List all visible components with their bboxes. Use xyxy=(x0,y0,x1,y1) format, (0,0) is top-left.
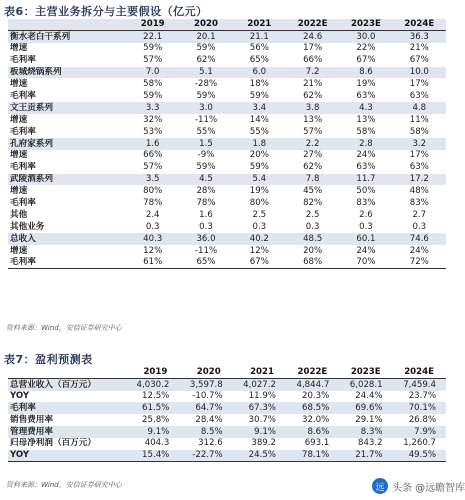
table-cell: 8.3% xyxy=(339,426,392,438)
table-row xyxy=(8,126,446,138)
row-label: 增速 xyxy=(10,114,28,125)
table-cell: 59% xyxy=(196,43,216,54)
table-row xyxy=(8,426,446,438)
table-cell: 3.8 xyxy=(286,102,339,114)
table-cell: -11% xyxy=(194,245,218,256)
table-row xyxy=(8,221,446,233)
table-cell: 69.6% xyxy=(339,402,392,414)
table-cell: 6,028.1 xyxy=(339,379,392,391)
table-cell: 29.1% xyxy=(355,414,383,425)
table-cell: 25.8% xyxy=(142,414,170,425)
table-row xyxy=(8,209,446,221)
table-cell: 67% xyxy=(356,55,376,66)
table-cell: 59% xyxy=(196,90,216,101)
row-label: 毛利率 xyxy=(8,402,126,414)
table-cell: 23.7% xyxy=(408,391,436,402)
table-cell: 24% xyxy=(356,150,376,161)
table-cell: 60.1 xyxy=(339,233,392,245)
table-cell: 30.0 xyxy=(339,31,392,43)
table-cell: 9.1% xyxy=(126,426,179,438)
table-cell: 57% xyxy=(143,55,163,66)
table-row xyxy=(8,257,446,269)
table-cell: 4,844.7 xyxy=(286,379,339,391)
table-cell: 1.6 xyxy=(199,209,213,220)
row-label: 毛利率 xyxy=(10,90,36,101)
table-cell: 0.3 xyxy=(359,221,373,232)
table-cell: 843.2 xyxy=(358,438,383,449)
header-corner xyxy=(8,19,126,31)
table-cell: 8.6 xyxy=(339,67,392,79)
table-row xyxy=(8,414,446,426)
watermark xyxy=(372,476,465,496)
table-cell: 12.5% xyxy=(142,391,170,402)
column-header: 2022E xyxy=(286,367,339,379)
table-cell: 7.9% xyxy=(393,426,446,438)
table-cell: 404.3 xyxy=(144,438,170,449)
table-cell: 49.5% xyxy=(393,450,446,462)
table-row xyxy=(8,402,446,414)
profit-forecast-table xyxy=(8,367,446,462)
table-cell: 62% xyxy=(303,162,323,173)
row-label: YOY xyxy=(10,391,30,402)
column-header: 2019 xyxy=(126,19,179,31)
column-header: 2024E xyxy=(393,19,446,31)
table-cell: -9% xyxy=(197,150,215,161)
table-cell: 83% xyxy=(409,198,429,208)
table-cell: 68.5% xyxy=(286,402,339,414)
table-row xyxy=(8,90,446,102)
table-cell: 30.7% xyxy=(248,414,276,425)
row-label: 管理费用率 xyxy=(8,426,126,438)
table2-source-note: 资料来源：Wind，安信证券研究中心 xyxy=(6,481,122,489)
table-cell: 3.0 xyxy=(179,102,232,114)
table-row xyxy=(8,67,446,79)
table-cell: 5.4 xyxy=(233,174,286,186)
table-cell: 63% xyxy=(356,90,376,101)
table-cell: 78.1% xyxy=(286,450,339,462)
table-cell: 4,030.2 xyxy=(126,379,179,391)
table-cell: 11.9% xyxy=(248,391,276,402)
column-header: 2020 xyxy=(179,19,232,31)
table-cell: 22% xyxy=(356,43,376,54)
table-cell: 17% xyxy=(409,79,429,90)
table-row xyxy=(8,114,446,126)
table-cell: 40.2 xyxy=(233,233,286,245)
column-header: 2023E xyxy=(339,367,392,379)
table2-title: 表7：盈利预测表 xyxy=(4,353,93,366)
table-cell: 27% xyxy=(303,150,323,161)
table-cell: 11.7 xyxy=(339,174,392,186)
table-cell: 20.1 xyxy=(179,31,232,43)
table-cell: 1.6 xyxy=(126,138,179,150)
table-row xyxy=(8,438,446,450)
table-cell: 82% xyxy=(303,198,323,208)
table-cell: 20.3% xyxy=(301,391,330,402)
table-cell: 78% xyxy=(143,198,163,208)
table-cell: 80% xyxy=(249,198,269,208)
table-cell: 62% xyxy=(196,55,216,66)
table-cell: 3.5 xyxy=(126,174,179,186)
table-row xyxy=(8,233,446,245)
table-cell: 67.3% xyxy=(233,402,286,414)
table-cell: 63% xyxy=(409,162,429,173)
table-cell: 1.8 xyxy=(233,138,286,150)
table-cell: 2.5 xyxy=(305,209,320,220)
table-cell: 32% xyxy=(143,114,163,125)
table-cell: 68% xyxy=(286,257,339,269)
table-cell: 7.2 xyxy=(286,67,339,79)
table-cell: 32.0% xyxy=(301,414,330,425)
table-row xyxy=(8,391,446,403)
column-header: 2019 xyxy=(126,367,179,379)
table-cell: 3.3 xyxy=(126,102,179,114)
table-cell: 80% xyxy=(143,186,163,197)
table-cell: 3.4 xyxy=(233,102,286,114)
table-cell: 59% xyxy=(143,43,163,54)
table-cell: 10.0 xyxy=(393,67,446,79)
table-cell: 0.3 xyxy=(199,221,213,232)
table-row xyxy=(8,450,446,462)
column-header: 2020 xyxy=(179,367,232,379)
table-cell: 2.5 xyxy=(252,209,267,220)
table-cell: 21% xyxy=(409,43,429,54)
table-cell: 21.1 xyxy=(233,31,286,43)
table-cell: 24.6 xyxy=(286,31,339,43)
table-cell: 72% xyxy=(393,257,446,269)
table-cell: 0.3 xyxy=(412,221,427,232)
table-cell: 12% xyxy=(143,245,163,256)
table-cell: 63% xyxy=(409,90,429,101)
table-cell: 13% xyxy=(356,114,376,125)
table-cell: 61% xyxy=(126,257,179,269)
table-row xyxy=(8,31,446,43)
table-cell: 24.4% xyxy=(355,391,383,402)
table-cell: -22.7% xyxy=(179,450,232,462)
table-cell: 4.3 xyxy=(339,102,392,114)
table-row xyxy=(8,43,446,55)
table1-title: 表6：主营业务拆分与主要假设（亿元） xyxy=(4,5,208,18)
table-cell: 17% xyxy=(303,43,323,54)
table-cell: 63% xyxy=(356,162,376,173)
table-cell: 64.7% xyxy=(179,402,232,414)
table-cell: 24.5% xyxy=(233,450,286,462)
column-header: 2021 xyxy=(233,19,286,31)
table-cell: 0.3 xyxy=(305,221,320,232)
table-cell: 28.4% xyxy=(195,414,223,425)
row-label: 增速 xyxy=(10,245,28,256)
table-cell: 62% xyxy=(303,90,323,101)
row-label: 毛利率 xyxy=(10,198,36,208)
table-cell: 65% xyxy=(179,257,232,269)
table-cell: 55% xyxy=(249,126,269,137)
row-label: 毛利率 xyxy=(10,126,36,137)
table-cell: 66% xyxy=(143,150,163,161)
watermark-logo-icon: 远 xyxy=(372,478,388,494)
table-cell: 13% xyxy=(303,114,323,125)
table-cell: 6.0 xyxy=(233,67,286,79)
table-cell: -28% xyxy=(194,79,218,90)
table-cell: 58% xyxy=(409,126,429,137)
table-cell: 50% xyxy=(356,186,376,197)
table-row xyxy=(8,102,446,114)
table-cell: 58% xyxy=(143,79,163,90)
watermark-text: 头条 @远瞻智库 xyxy=(392,482,465,494)
table-row xyxy=(8,245,446,257)
table-cell: -11% xyxy=(194,114,218,125)
table-cell: 19% xyxy=(249,186,269,197)
row-label: 板城烧锅系列 xyxy=(8,67,126,79)
row-label: 其他业务 xyxy=(10,221,45,232)
column-header: 2023E xyxy=(339,19,392,31)
table-cell: 4.5 xyxy=(179,174,232,186)
column-header: 2021 xyxy=(233,367,286,379)
table-row xyxy=(8,185,446,197)
table-cell: 2.4 xyxy=(145,209,160,220)
table-cell: 15.4% xyxy=(126,450,179,462)
table-cell: 4,027.2 xyxy=(233,379,286,391)
row-label: 增速 xyxy=(10,186,28,197)
table-cell: 7,459.4 xyxy=(393,379,446,391)
table-cell: 48% xyxy=(409,186,429,197)
table-cell: 70% xyxy=(339,257,392,269)
table-cell: 9.1% xyxy=(233,426,286,438)
table-cell: 3,597.8 xyxy=(179,379,232,391)
table-cell: 70.1% xyxy=(393,402,446,414)
table-cell: 5.1 xyxy=(179,67,232,79)
table-cell: 8.6% xyxy=(286,426,339,438)
row-label: 增速 xyxy=(10,79,28,90)
table-row xyxy=(8,78,446,90)
table-cell: 83% xyxy=(356,198,376,208)
table-cell: 61.5% xyxy=(126,402,179,414)
table-cell: 59% xyxy=(249,162,269,173)
row-label: 毛利率 xyxy=(10,55,36,66)
table-cell: 1.5 xyxy=(179,138,232,150)
table-cell: 59% xyxy=(196,162,216,173)
table-cell: 40.3 xyxy=(126,233,179,245)
table-row xyxy=(8,162,446,174)
header-row xyxy=(8,19,446,31)
row-label: 毛利率 xyxy=(8,257,126,269)
table-cell: 17% xyxy=(409,150,429,161)
table-cell: 12% xyxy=(249,245,269,256)
table-cell: 26.8% xyxy=(408,414,436,425)
table-row xyxy=(8,197,446,209)
table-cell: 45% xyxy=(303,186,323,197)
table-cell: 2.7 xyxy=(412,209,427,220)
table-cell: 2.2 xyxy=(286,138,339,150)
table-cell: 11% xyxy=(409,114,429,125)
table-cell: 74.6 xyxy=(393,233,446,245)
row-label: 增速 xyxy=(10,150,28,161)
table-cell: 19% xyxy=(356,79,376,90)
table-cell: 1,260.7 xyxy=(403,438,436,449)
table-cell: 7.0 xyxy=(126,67,179,79)
row-label: 增速 xyxy=(10,43,28,54)
table-cell: 78% xyxy=(196,198,216,208)
table-cell: 0.3 xyxy=(145,221,160,232)
table1-source-note: 资料来源：Wind，安信证券研究中心 xyxy=(6,324,122,332)
row-label: 总收入 xyxy=(8,233,126,245)
table-cell: 693.1 xyxy=(304,438,330,449)
table-cell: 389.2 xyxy=(251,438,276,449)
table-cell: 59% xyxy=(249,90,269,101)
table-cell: 65% xyxy=(249,55,269,66)
table-cell: 24% xyxy=(356,245,376,256)
table-cell: 20% xyxy=(303,245,323,256)
table-row xyxy=(8,150,446,162)
table-cell: 312.6 xyxy=(198,438,223,449)
table-cell: 14% xyxy=(249,114,269,125)
header-corner xyxy=(8,367,126,379)
table-cell: 53% xyxy=(143,126,163,137)
header-row xyxy=(8,367,446,379)
table-row xyxy=(8,55,446,67)
table-cell: 21.7% xyxy=(339,450,392,462)
table-cell: 36.0 xyxy=(179,233,232,245)
table-cell: 55% xyxy=(196,126,216,137)
table-cell: 24% xyxy=(409,245,429,256)
table-cell: 48.5 xyxy=(286,233,339,245)
table-cell: 57% xyxy=(143,162,163,173)
column-header: 2024E xyxy=(393,367,446,379)
table-cell: 3.2 xyxy=(393,138,446,150)
row-label: 衡水老白干系列 xyxy=(8,31,126,43)
table-cell: -10.7% xyxy=(192,391,223,402)
table-cell: 57% xyxy=(303,126,323,137)
table-cell: 8.5% xyxy=(179,426,232,438)
row-label: 武陵酒系列 xyxy=(8,174,126,186)
column-header: 2022E xyxy=(286,19,339,31)
table-cell: 67% xyxy=(233,257,286,269)
table-cell: 66% xyxy=(303,55,323,66)
table-cell: 58% xyxy=(356,126,376,137)
row-label: 销售费用率 xyxy=(10,414,53,425)
table-cell: 56% xyxy=(249,43,269,54)
row-label: 其他 xyxy=(10,209,28,220)
table-cell: 17.2 xyxy=(393,174,446,186)
table-cell: 28% xyxy=(196,186,216,197)
row-label: 孔府家系列 xyxy=(8,138,126,150)
table-cell: 67% xyxy=(409,55,429,66)
table-cell: 20% xyxy=(249,150,269,161)
row-label: 文王贡系列 xyxy=(8,102,126,114)
table-row xyxy=(8,174,446,186)
row-label: 毛利率 xyxy=(10,162,36,173)
row-label: 归母净利润（百万元） xyxy=(10,438,96,449)
table-cell: 59% xyxy=(143,90,163,101)
table-cell: 36.3 xyxy=(393,31,446,43)
table-cell: 7.8 xyxy=(286,174,339,186)
table-cell: 18% xyxy=(249,79,269,90)
table-row xyxy=(8,379,446,391)
table-cell: 4.8 xyxy=(393,102,446,114)
table-row xyxy=(8,138,446,150)
table-cell: 0.3 xyxy=(252,221,267,232)
row-label: YOY xyxy=(8,450,126,462)
table-cell: 22.1 xyxy=(126,31,179,43)
row-label: 总营业收入（百万元） xyxy=(8,379,126,391)
table-cell: 21% xyxy=(303,79,323,90)
business-breakdown-table xyxy=(8,19,446,269)
table-cell: 2.6 xyxy=(359,209,373,220)
table-cell: 2.8 xyxy=(339,138,392,150)
